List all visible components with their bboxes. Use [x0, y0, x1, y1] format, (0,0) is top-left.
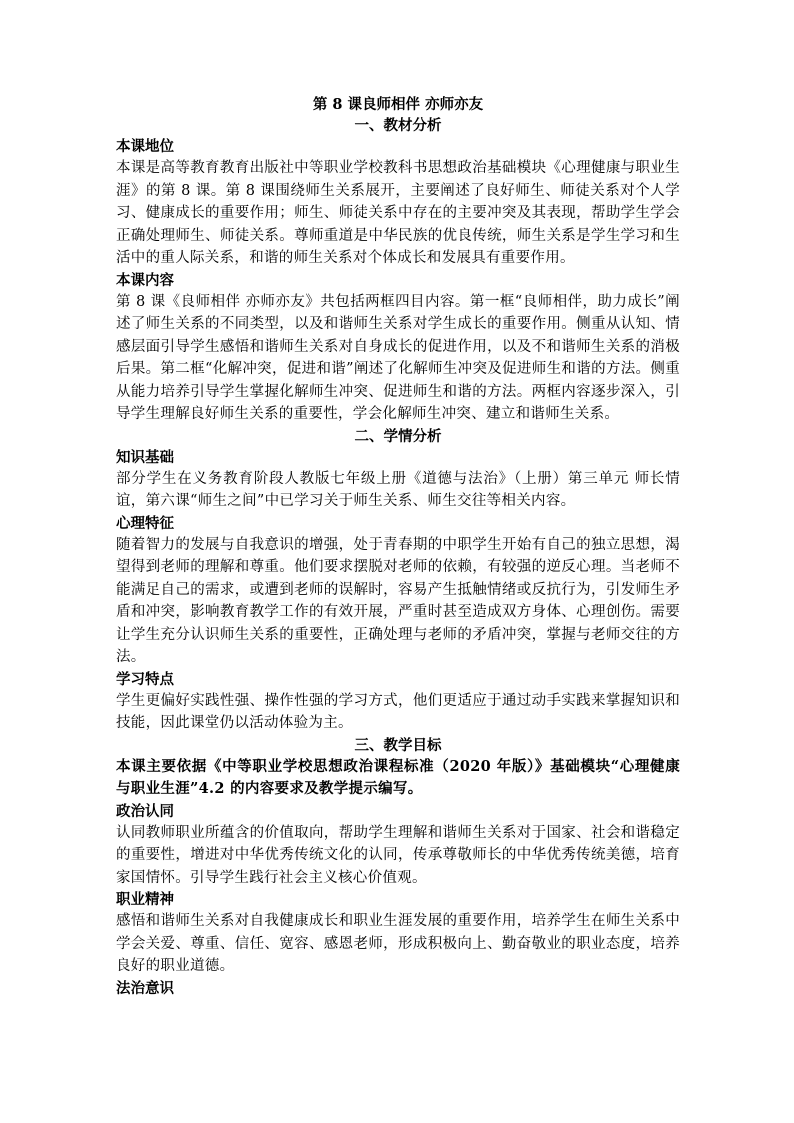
- subheading-rule-of-law: 法治意识: [116, 979, 174, 997]
- paragraph-psychological-traits: 随着智力的发展与自我意识的增强，处于青春期的中职学生开始有自己的独立思想，渴望得到老师的理解和尊重。他们要求摆脱对老师的依赖，有较强的逆反心理。当老师不能满足自己的需求，或遭到老师的误解时，容易产生抵触情绪或反抗行为，引发师生矛盾和冲突，影响教育教学工作的有效开展，严重时甚至造成双方身体、心理创伤。需要让学生充分认识师生关系的重要性，正确处理与老师的矛盾冲突，掌握与老师交往的方法。: [116, 536, 680, 665]
- paragraph-lesson-position: 本课是高等教育教育出版社中等职业学校教科书思想政治基础模块《心理健康与职业生涯》的第 8 课。第 8 课围绕师生关系展开，主要阐述了良好师生、师徒关系对个人学习、健康成长的重要作用；师生、师徒关系中存在的主要冲突及其表现，帮助学生学会正确处理师生、师徒关系。尊师重道是中华民族的优良传统，师生关系是学生学习和生活中的重人际关系，和谐的师生关系对个体成长和发展具有重要作用。: [116, 160, 680, 266]
- subheading-lesson-position: 本课地位: [116, 138, 174, 155]
- paragraph-political-identity: 认同教师职业所蕴含的价值取向，帮助学生理解和谐师生关系对于国家、社会和谐稳定的重要性，增进对中华优秀传统文化的认同，传承尊敬师长的中华优秀传统美德，培育家国情怀。引导学生践行社会主义核心价值观。: [116, 824, 680, 886]
- section-heading-materials: 一、教材分析: [354, 117, 442, 134]
- section-heading-teaching-goals: 三、教学目标: [354, 736, 442, 754]
- document-page: [116, 94, 680, 999]
- paragraph-learning-traits: 学生更偏好实践性强、操作性强的学习方式，他们更适应于通过动手实践来掌握知识和技能，因此课堂仍以活动体验为主。: [116, 692, 680, 731]
- paragraph-knowledge-base: 部分学生在义务教育阶段人教版七年级上册《道德与法治》（上册）第三单元 师长情谊，第六课“师生之间”中已学习关于师生关系、师生交往等相关内容。: [116, 470, 680, 509]
- paragraph-goals-intro: 本课主要依据《中等职业学校思想政治课程标准（2020 年版）》基础模块“心理健康与职业生涯”4.2 的内容要求及教学提示编写。: [116, 757, 680, 797]
- subheading-professional-spirit: 职业精神: [116, 891, 174, 908]
- section-heading-student-analysis: 二、学情分析: [354, 427, 442, 445]
- subheading-lesson-content: 本课内容: [116, 271, 174, 289]
- paragraph-professional-spirit: 感悟和谐师生关系对自我健康成长和职业生涯发展的重要作用，培养学生在师生关系中学会关爱、尊重、信任、宽容、感恩老师，形成积极向上、勤奋敬业的职业态度，培养良好的职业道德。: [116, 913, 680, 974]
- paragraph-lesson-content: 第 8 课《良师相伴 亦师亦友》共包括两框四目内容。第一框“良师相伴，助力成长”阐述了师生关系的不同类型，以及和谐师生关系对学生成长的重要作用。侧重从认知、情感层面引导学生感悟和谐师生关系对自身成长的促进作用，以及不和谐师生关系的消极后果。第二框“化解冲突，促进和谐”阐述了化解师生冲突及促进师生和谐的方法。侧重从能力培养引导学生掌握化解师生冲突、促进师生和谐的方法。两框内容逐步深入，引导学生理解良好师生关系的重要性，学会化解师生冲突、建立和谐师生关系。: [116, 293, 680, 422]
- document-title: 第 8 课良师相伴 亦师亦友: [312, 96, 484, 113]
- subheading-learning-traits: 学习特点: [116, 670, 174, 688]
- subheading-political-identity: 政治认同: [116, 802, 174, 820]
- subheading-knowledge-base: 知识基础: [116, 448, 174, 466]
- subheading-psychological-traits: 心理特征: [116, 514, 174, 532]
